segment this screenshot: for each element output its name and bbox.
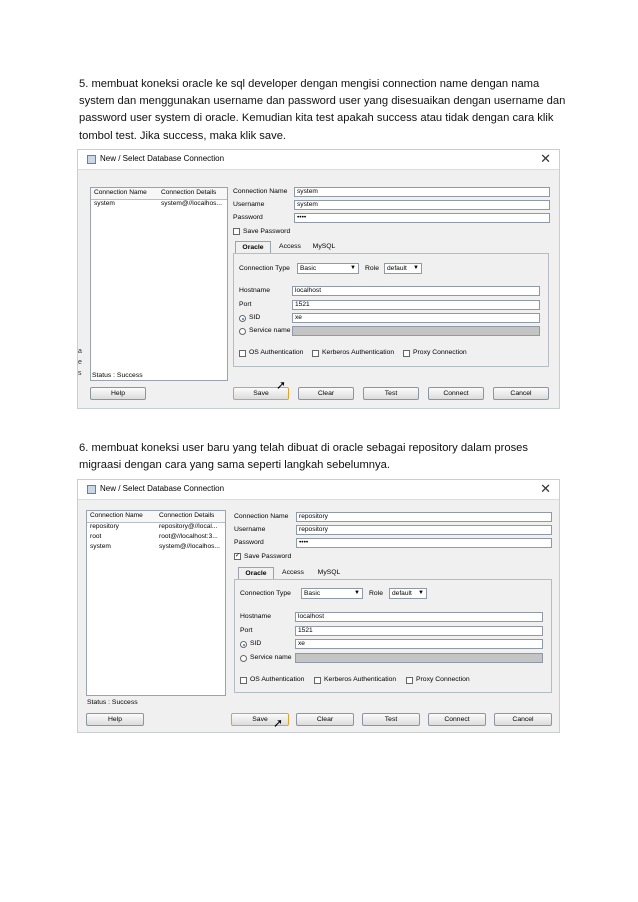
save-button[interactable]: Save <box>231 713 289 726</box>
background-edge-text: a e s <box>78 348 82 377</box>
connection-type-label: Connection Type <box>239 265 290 272</box>
save-password-checkbox[interactable]: ✓ <box>235 553 241 559</box>
connect-button[interactable]: Connect <box>428 713 486 726</box>
status-text: Status : Success <box>92 372 143 379</box>
close-icon[interactable]: ✕ <box>540 481 551 496</box>
tab-mysql[interactable]: MySQL <box>312 243 336 250</box>
sid-radio[interactable] <box>240 641 247 648</box>
kerberos-checkbox[interactable] <box>314 677 321 684</box>
connection-name-label: Connection Name <box>234 513 289 520</box>
connection-list[interactable] <box>90 187 228 381</box>
dialog-title: New / Select Database Connection <box>100 154 225 163</box>
dropdown-arrow-icon: ▼ <box>354 590 360 596</box>
list-header <box>87 511 225 523</box>
port-input[interactable]: 1521 <box>292 300 540 310</box>
password-label: Password <box>233 214 263 221</box>
os-auth-label: OS Authentication <box>249 349 304 356</box>
close-icon[interactable]: ✕ <box>540 151 551 166</box>
connection-type-select[interactable]: Basic ▼ <box>301 588 363 599</box>
hostname-input[interactable]: localhost <box>292 286 540 296</box>
database-icon <box>87 485 96 494</box>
service-name-input[interactable] <box>295 653 543 663</box>
cancel-button[interactable]: Cancel <box>493 387 549 400</box>
test-button[interactable]: Test <box>363 387 419 400</box>
service-name-label: Service name <box>249 327 291 334</box>
dropdown-arrow-icon: ▼ <box>413 265 419 271</box>
role-label: Role <box>369 590 383 597</box>
column-header-name: Connection Name <box>94 189 147 196</box>
help-button[interactable]: Help <box>86 713 144 726</box>
username-input[interactable]: system <box>294 200 550 210</box>
connection-tabs <box>238 567 558 579</box>
password-input[interactable]: •••• <box>296 538 552 548</box>
dropdown-arrow-icon: ▼ <box>350 265 356 271</box>
proxy-checkbox[interactable] <box>403 350 410 357</box>
role-label: Role <box>365 265 379 272</box>
tab-access[interactable]: Access <box>282 569 304 576</box>
screenshot-step-6 <box>77 479 560 733</box>
list-item[interactable]: root root@//localhost:3... <box>90 533 218 540</box>
dialog-title: New / Select Database Connection <box>100 484 225 493</box>
screenshot-step-5 <box>77 149 560 409</box>
column-header-details: Connection Details <box>161 189 217 196</box>
tab-oracle[interactable]: Oracle <box>238 567 274 579</box>
sid-radio[interactable] <box>239 315 246 322</box>
sid-input[interactable]: xe <box>292 313 540 323</box>
password-label: Password <box>234 539 264 546</box>
username-label: Username <box>234 526 266 533</box>
connection-type-select[interactable]: Basic ▼ <box>297 263 359 274</box>
service-name-radio[interactable] <box>240 655 247 662</box>
connection-name-input[interactable]: repository <box>296 512 552 522</box>
mouse-cursor-icon: ➚ <box>276 378 287 392</box>
tab-access[interactable]: Access <box>279 243 301 250</box>
proxy-label: Proxy Connection <box>413 349 467 356</box>
database-icon <box>87 155 96 164</box>
sid-input[interactable]: xe <box>295 639 543 649</box>
column-header-name: Connection Name <box>90 512 143 519</box>
port-label: Port <box>239 301 252 308</box>
service-name-label: Service name <box>250 654 292 661</box>
connection-list[interactable] <box>86 510 226 696</box>
hostname-label: Hostname <box>240 613 271 620</box>
list-item[interactable]: repository repository@//local... <box>90 523 218 530</box>
role-select[interactable]: default ▼ <box>389 588 427 599</box>
service-name-input[interactable] <box>292 326 540 336</box>
hostname-input[interactable]: localhost <box>295 612 543 622</box>
service-name-radio[interactable] <box>239 328 246 335</box>
save-password-label: Save Password <box>243 228 291 235</box>
connection-name-input[interactable]: system <box>294 187 550 197</box>
step-6-text: 6. membuat koneksi user baru yang telah dibuat di oracle sebagai repository dalam proses migraasi dengan cara yang sama seperti langkah sebelumnya. <box>79 442 528 472</box>
connection-tabs <box>235 241 555 253</box>
hostname-label: Hostname <box>239 287 270 294</box>
connection-name-label: Connection Name <box>233 188 288 195</box>
save-button[interactable]: Save <box>233 387 289 400</box>
clear-button[interactable]: Clear <box>298 387 354 400</box>
help-button[interactable]: Help <box>90 387 146 400</box>
port-input[interactable]: 1521 <box>295 626 543 636</box>
dropdown-arrow-icon: ▼ <box>418 590 424 596</box>
os-auth-checkbox[interactable] <box>240 677 247 684</box>
tab-oracle[interactable]: Oracle <box>235 241 271 253</box>
list-header <box>91 188 227 200</box>
os-auth-checkbox[interactable] <box>239 350 246 357</box>
tab-mysql[interactable]: MySQL <box>317 569 341 576</box>
port-label: Port <box>240 627 253 634</box>
status-text: Status : Success <box>87 699 138 706</box>
kerberos-label: Kerberos Authentication <box>324 676 397 683</box>
connection-type-label: Connection Type <box>240 590 291 597</box>
save-password-label: Save Password <box>244 553 292 560</box>
sid-label: SID <box>249 314 261 321</box>
username-input[interactable]: repository <box>296 525 552 535</box>
proxy-checkbox[interactable] <box>406 677 413 684</box>
list-item[interactable]: system system@//localhos... <box>94 200 222 207</box>
list-item[interactable]: system system@//localhos... <box>90 543 220 550</box>
kerberos-checkbox[interactable] <box>312 350 319 357</box>
role-select[interactable]: default ▼ <box>384 263 422 274</box>
username-label: Username <box>233 201 265 208</box>
column-header-details: Connection Details <box>159 512 215 519</box>
dialog-titlebar <box>78 150 559 170</box>
connect-button[interactable]: Connect <box>428 387 484 400</box>
dialog-titlebar <box>78 480 559 500</box>
connection-dialog <box>78 150 559 408</box>
save-password-checkbox[interactable] <box>233 228 240 235</box>
password-input[interactable]: •••• <box>294 213 550 223</box>
kerberos-label: Kerberos Authentication <box>322 349 395 356</box>
os-auth-label: OS Authentication <box>250 676 305 683</box>
cancel-button[interactable]: Cancel <box>494 713 552 726</box>
clear-button[interactable]: Clear <box>296 713 354 726</box>
proxy-label: Proxy Connection <box>416 676 470 683</box>
step-5-text: 5. membuat koneksi oracle ke sql developer dengan mengisi connection name dengan nama system dan menggunakan username dan password user yang disesuaikan dengan username dan password user system di oracle. Kemudian kita test apakah success atau tidak dengan cara klik tombol test. Jika success, maka klik save. <box>79 78 566 142</box>
connection-dialog <box>78 480 559 732</box>
test-button[interactable]: Test <box>362 713 420 726</box>
sid-label: SID <box>250 640 262 647</box>
mouse-cursor-icon: ➚ <box>273 716 284 730</box>
